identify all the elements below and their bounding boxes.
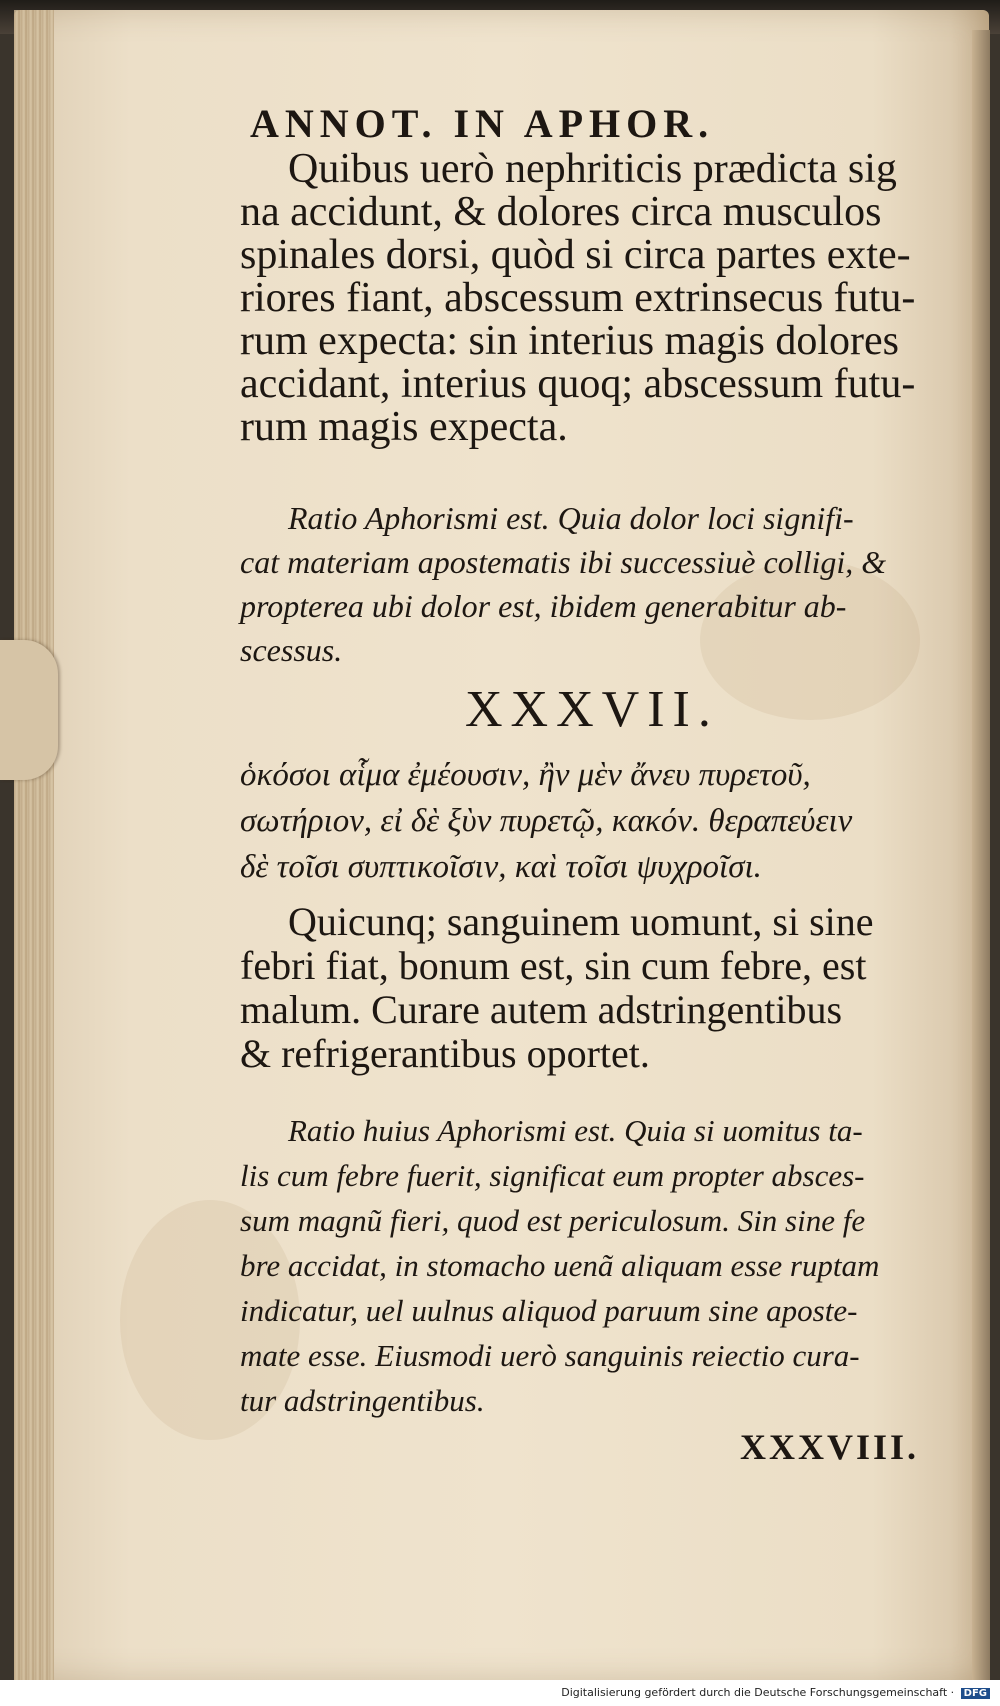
page-gutter-edge bbox=[972, 30, 990, 1680]
text-line: malum. Curare autem adstringentibus bbox=[240, 987, 843, 1032]
commentary-line: tur adstringentibus. bbox=[240, 1383, 485, 1418]
greek-line: δὲ τοῖσι συπτικοῖσιν, καὶ τοῖσι ψυχροῖσι. bbox=[240, 849, 762, 885]
greek-text bbox=[240, 752, 852, 890]
aphorism-37-text bbox=[240, 900, 874, 1076]
catchword: XXXVIII. bbox=[740, 1427, 920, 1467]
commentary-line: mate esse. Eiusmodi uerò sanguinis reiectio cura- bbox=[240, 1338, 860, 1373]
section-numeral: XXXVII. bbox=[465, 681, 719, 738]
text-line: Quibus uerò nephriticis prædicta sig bbox=[288, 146, 897, 192]
text-line: rum magis expecta. bbox=[240, 404, 568, 450]
commentary-line: propterea ubi dolor est, ibidem generabitur ab- bbox=[240, 588, 847, 624]
aphorism-37-commentary bbox=[240, 1108, 879, 1423]
text-line: rum expecta: sin interius magis dolores bbox=[240, 318, 900, 364]
text-line: accidant, interius quoq; abscessum futu- bbox=[240, 361, 916, 407]
commentary-line: sum magnũ fieri, quod est periculosum. Sin sine fe bbox=[240, 1203, 866, 1238]
text-line: spinales dorsi, quòd si circa partes exte- bbox=[240, 232, 911, 278]
text-line: Quicunq; sanguinem uomunt, si sine bbox=[288, 899, 874, 944]
commentary-line: lis cum febre fuerit, significat eum propter absces- bbox=[240, 1158, 865, 1193]
greek-line: σωτήριον, εἰ δὲ ξὺν πυρετῷ, κακόν. θεραπεύειν bbox=[240, 803, 853, 839]
page-leaf-edges bbox=[14, 10, 54, 1680]
page-clip-tab bbox=[0, 640, 58, 780]
greek-line: ὁκόσοι αἷμα ἐμέουσιν, ἢν μὲν ἄνευ πυρετοῦ, bbox=[240, 757, 811, 793]
digitization-credit: Digitalisierung gefördert durch die Deutsche Forschungsgemeinschaft · DFG bbox=[561, 1686, 990, 1699]
text-line: febri fiat, bonum est, sin cum febre, est bbox=[240, 943, 867, 988]
running-head: ANNOT. IN APHOR. bbox=[250, 101, 715, 146]
commentary-line: Ratio Aphorismi est. Quia dolor loci signifi- bbox=[288, 500, 854, 536]
commentary-line: indicatur, uel uulnus aliquod paruum sine aposte- bbox=[240, 1293, 858, 1328]
aphorism-36-commentary bbox=[240, 496, 886, 672]
aphorism-36-text bbox=[240, 148, 915, 449]
dfg-logo: DFG bbox=[961, 1688, 990, 1699]
commentary-line: bre accidat, in stomacho uenã aliquam esse ruptam bbox=[240, 1248, 880, 1283]
text-line: & refrigerantibus oportet. bbox=[240, 1031, 650, 1076]
commentary-line: Ratio huius Aphorismi est. Quia si uomitus ta- bbox=[288, 1113, 863, 1148]
commentary-line: cat materiam apostematis ibi successiuè colligi, & bbox=[240, 544, 887, 580]
text-line: riores fiant, abscessum extrinsecus futu- bbox=[240, 275, 916, 321]
commentary-line: scessus. bbox=[240, 632, 343, 668]
text-line: na accidunt, & dolores circa musculos bbox=[240, 189, 882, 235]
credit-text: Digitalisierung gefördert durch die Deutsche Forschungsgemeinschaft bbox=[561, 1686, 948, 1699]
